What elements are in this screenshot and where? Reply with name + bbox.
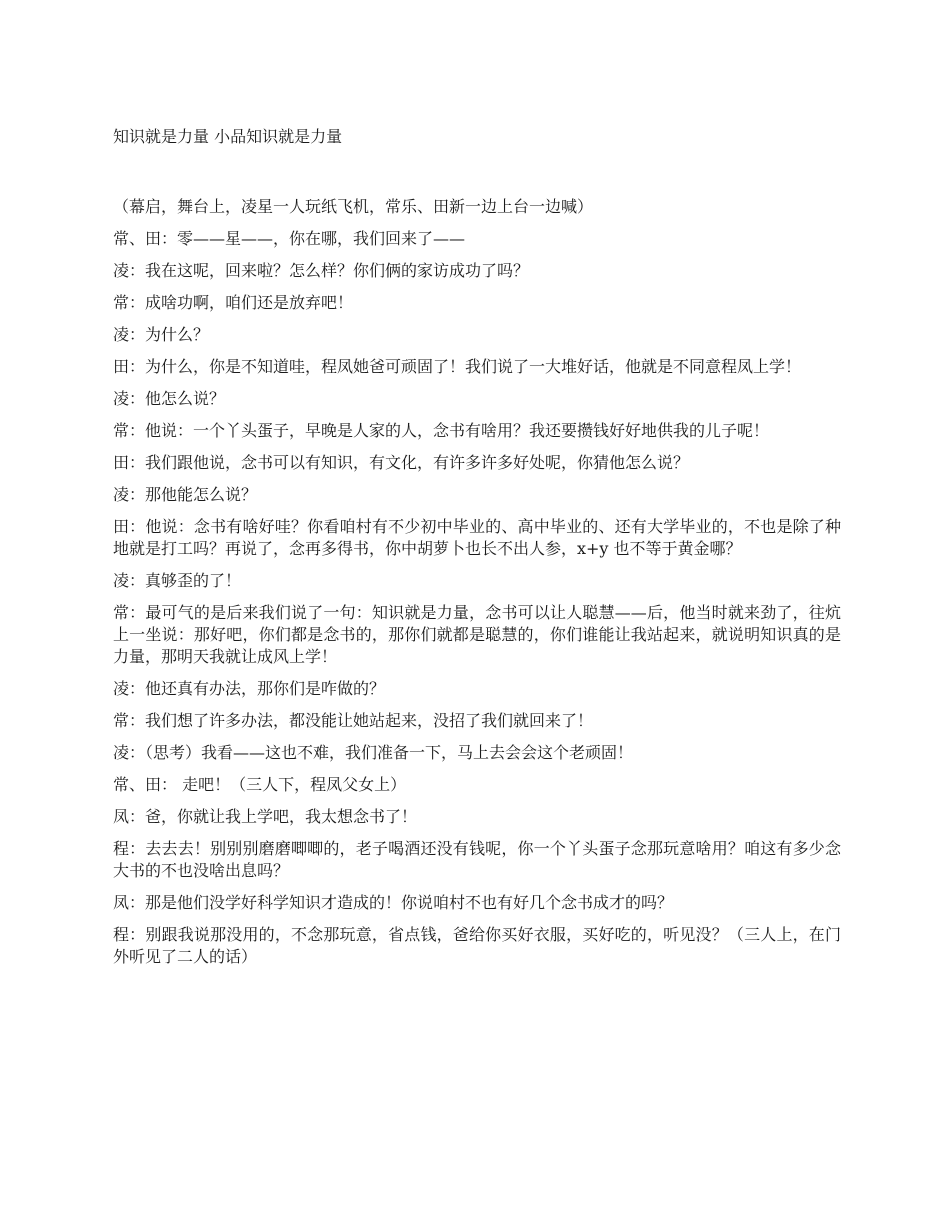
stage-direction: （幕启，舞台上，凌星一人玩纸飞机，常乐、田新一边上台一边喊） [113, 197, 594, 216]
dialogue-line: 凤：那是他们没学好科学知识才造成的！你说咱村不也有好几个念书成才的吗？ [113, 893, 674, 912]
dialogue-line: 常：我们想了许多办法，都没能让她站起来，没招了我们就回来了！ [113, 711, 594, 730]
dialogue-line: 田：为什么，你是不知道哇，程凤她爸可顽固了！我们说了一大堆好话，他就是不同意程凤上学！ [113, 357, 802, 376]
dialogue-line: 田：他说：念书有啥好哇？你看咱村有不少初中毕业的、高中毕业的、还有大学毕业的，不也是除了种地就是打工吗？再说了，念再多得书，你中胡萝卜也长不出人参，x+y 也不等于黄金哪？ [113, 517, 841, 558]
dialogue-line: 常：成啥功啊，咱们还是放弃吧！ [113, 293, 354, 312]
dialogue-line: 程：去去去！别别别磨磨唧唧的，老子喝酒还没有钱呢，你一个丫头蛋子念那玩意啥用？咱这有多少念大书的不也没啥出息吗？ [113, 839, 841, 880]
document-title: 知识就是力量 小品知识就是力量 [113, 127, 343, 146]
dialogue-line: 凌：我在这呢，回来啦？怎么样？你们俩的家访成功了吗？ [113, 261, 530, 280]
dialogue-line: 程：别跟我说那没用的，不念那玩意，省点钱，爸给你买好衣服，买好吃的，听见没？（三人上，在门外听见了二人的话） [113, 925, 841, 966]
dialogue-line: 凌：他怎么说？ [113, 389, 226, 408]
dialogue-line: 田：我们跟他说，念书可以有知识，有文化，有许多许多好处呢，你猜他怎么说？ [113, 453, 690, 472]
dialogue-line: 常、田： 走吧！（三人下，程凤父女上） [113, 775, 407, 794]
dialogue-line: 凌：为什么？ [113, 325, 210, 344]
dialogue-line: 常：他说：一个丫头蛋子，早晚是人家的人，念书有啥用？我还要攒钱好好地供我的儿子呢！ [113, 421, 770, 440]
script-body [113, 196, 841, 978]
dialogue-line: 凌：他还真有办法，那你们是咋做的？ [113, 679, 386, 698]
dialogue-line: 凌：（思考）我看——这也不难，我们准备一下，马上去会会这个老顽固！ [113, 743, 634, 762]
dialogue-line: 凌：那他能怎么说？ [113, 485, 258, 504]
dialogue-line: 凤：爸，你就让我上学吧，我太想念书了！ [113, 807, 418, 826]
dialogue-line: 常：最可气的是后来我们说了一句：知识就是力量，念书可以让人聪慧——后，他当时就来劲了，往炕上一坐说：那好吧，你们都是念书的，那你们就都是聪慧的，你们谁能让我站起来，就说明知识真的是力量，那明天我就让成风上学！ [113, 603, 841, 666]
dialogue-line: 凌：真够歪的了！ [113, 571, 242, 590]
dialogue-line: 常、田：零——星——，你在哪，我们回来了—— [113, 229, 466, 248]
